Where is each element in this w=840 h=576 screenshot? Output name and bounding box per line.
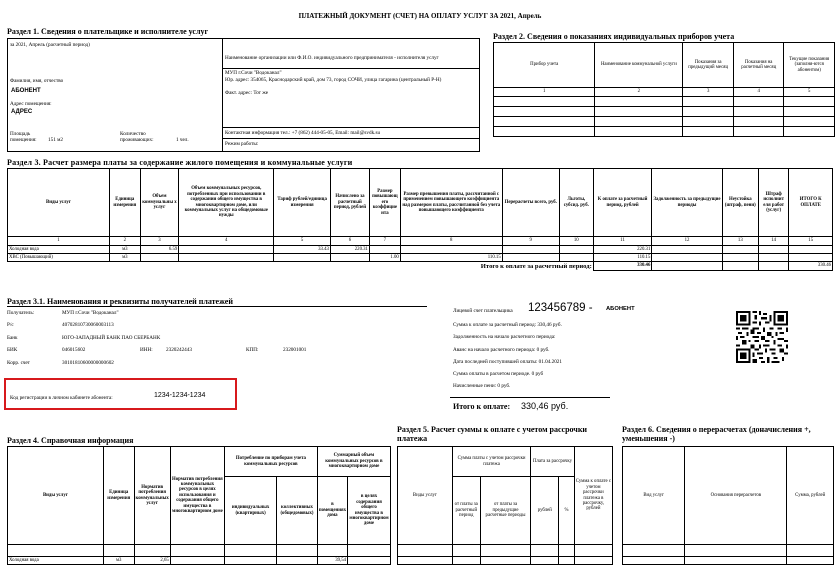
section6-heading: Раздел 6. Сведения о перерасчетах (доначисления +, уменьшения -): [622, 425, 811, 443]
ks-value: 30101810600000000602: [62, 360, 114, 366]
total-pay: 330.46: [593, 262, 652, 271]
s3-num: 9: [502, 237, 559, 246]
s2-num: 5: [784, 88, 835, 97]
info-line: Аванс на начало расчетного периода: 0 руб.: [453, 347, 550, 353]
ref-norm: 2,65: [134, 557, 170, 565]
ref-service-name: Холодная вода: [8, 557, 104, 565]
contact-rule: [222, 127, 479, 128]
s4-col-unit: Единица измерения: [103, 447, 134, 545]
table-row: [8, 246, 833, 254]
s2-num: 3: [683, 88, 734, 97]
kpp-label: КПП:: [246, 347, 259, 353]
service-name: Холодная вода: [8, 246, 110, 254]
org-contact: Контактная информация тел.: +7 (862) 444-05-05, Email: mail@svdk.su: [225, 130, 381, 136]
section31-rule: [7, 306, 427, 307]
section31-heading: Раздел 3.1. Наименования и реквизиты получателей платежей: [7, 297, 233, 306]
s2-col-4: Показания на расчетный месяц: [733, 43, 784, 88]
s3-col-charged: Начислено за расчетный период, рублей: [330, 169, 369, 237]
s2-num: 4: [733, 88, 784, 97]
s5-col-fee: Плата за рассрочку: [531, 447, 574, 477]
s3-num: 11: [593, 237, 652, 246]
service-tariff: [274, 254, 331, 262]
kpp-value: 232001001: [283, 347, 307, 353]
s3-col-debt: Задолженность за предыдущие периоды: [652, 169, 722, 237]
s2-col-1: Прибор учета: [494, 43, 595, 88]
table-row: [8, 254, 833, 262]
ref-service-unit: м3: [103, 557, 134, 565]
charges-table: [7, 168, 833, 271]
s4-col-premises: в помещениях дома: [317, 477, 347, 545]
s4-col-individual: индивидуальных (квартирных): [224, 477, 276, 545]
s5-col-rub: рублей: [531, 477, 559, 545]
s6-col-reason: Основания перерасчетов: [685, 447, 787, 545]
s3-num: 6: [330, 237, 369, 246]
final-total-label: Итого к оплате:: [453, 402, 511, 411]
schedule-rule: [222, 138, 479, 139]
section1-divider: [222, 39, 223, 151]
info-line: Задолженность на начало расчетного периода:: [453, 334, 556, 340]
service-excess: [400, 246, 502, 254]
section1-heading: Раздел 1. Сведения о плательщике и исполнителе услуг: [7, 27, 209, 36]
s3-col-volume: Объем коммунальны х услуг: [140, 169, 179, 237]
reg-label: Код регистрации в личном кабинете абонента:: [10, 395, 113, 401]
service-unit: м3: [109, 246, 140, 254]
ref-total: 39,54: [317, 557, 347, 565]
service-coef: 1.00: [369, 254, 400, 262]
service-unit: м3: [109, 254, 140, 262]
s3-num: 12: [652, 237, 722, 246]
s3-num: 1: [8, 237, 110, 246]
s2-num: 2: [595, 88, 683, 97]
fio-label: Фамилия, имя, отчество: [10, 78, 64, 84]
reference-table: [7, 446, 391, 565]
org-fact-address: Факт. адрес: Тот же: [225, 90, 269, 96]
s3-num: 7: [369, 237, 400, 246]
s3-col-services: Виды услуг: [8, 169, 110, 237]
s3-col-fine: Штраф исполнит еля работ (услуг): [758, 169, 788, 237]
residents-value: 1 чел.: [176, 137, 189, 143]
s2-col-2: Наименование коммунальной услуги: [595, 43, 683, 88]
s3-col-coef: Размер повышающ его коэффицие нта: [369, 169, 400, 237]
s2-col-5: Текущие показания (заполня-ются абонентом): [784, 43, 835, 88]
service-pay: 110.15: [593, 254, 652, 262]
s3-num: 15: [789, 237, 833, 246]
section2-heading: Раздел 2. Сведения о показаниях индивидуальных приборов учета: [493, 32, 735, 41]
residents-label: Количество проживающих:: [120, 131, 154, 143]
qr-code: [736, 311, 788, 363]
inn-label: ИНН:: [140, 347, 153, 353]
page-title: ПЛАТЕЖНЫЙ ДОКУМЕНТ (СЧЕТ) НА ОПЛАТУ УСЛУГ ЗА 2021, Апрель: [298, 12, 542, 20]
section5-heading: Раздел 5. Расчет суммы к оплате с учетом рассрочки платежа: [397, 425, 588, 443]
total-rule: [450, 397, 610, 398]
s2-num: 1: [494, 88, 595, 97]
recipient-label: Получатель:: [7, 310, 35, 316]
s5-col-services: Виды услуг: [398, 447, 453, 545]
s5-col-pct: %: [559, 477, 575, 545]
s3-num: 14: [758, 237, 788, 246]
account-name: АБОНЕНТ: [606, 306, 635, 312]
s3-col-excess: Размер превышения платы, рассчитанной с применением повышающего коэффициента над размером платы, рассчитанной без учета повышающего коэффициента: [400, 169, 502, 237]
s3-col-benefits: Льготы, субсид. руб.: [559, 169, 593, 237]
installment-table: [397, 446, 613, 565]
section4-heading: Раздел 4. Справочная информация: [7, 436, 134, 445]
s3-num: 2: [109, 237, 140, 246]
rs-value: 40702810730060003113: [62, 322, 114, 328]
recalc-table: [622, 446, 834, 565]
inn-value: 2320242443: [166, 347, 192, 353]
addr-label: Адрес помещения:: [10, 101, 52, 107]
s4-col-common: в целях содержания общего имущества в многоквартирном доме: [348, 477, 391, 545]
ks-label: Корр. счет: [7, 360, 30, 366]
s4-col-total-volume: Суммарный объем коммунальных ресурсов в многоквартирном доме: [317, 447, 390, 477]
info-line: Сумма оплаты в расчетом периоде. 0 руб: [453, 371, 544, 377]
account-label: Лицевой счет плательщика: [453, 308, 513, 314]
s5-col-current: от платы за расчетный период: [452, 477, 480, 545]
account-number: 123456789 -: [528, 302, 593, 314]
org-rule: [222, 68, 479, 69]
area-label: Площадь помещения:: [10, 131, 37, 143]
rs-label: Р/с: [7, 322, 14, 328]
service-tariff: 33.43: [274, 246, 331, 254]
s3-num: 13: [722, 237, 758, 246]
payer-name: АБОНЕНТ: [11, 88, 41, 94]
s6-col-service: Вид услуг: [623, 447, 685, 545]
s3-col-odn: Объем коммунальных ресурсов, потребленных при использовании в содержании общего имущества в многоквартирном доме, или коммунальных услуг на общедомовые нужды: [179, 169, 274, 237]
s3-num: 10: [559, 237, 593, 246]
s3-num: 4: [179, 237, 274, 246]
final-total-value: 330,46 руб.: [521, 401, 569, 411]
s3-col-tariff: Тариф рублей/единица измерения: [274, 169, 331, 237]
org-label: Наименование организации или Ф.И.О. индивидуального предпринимателя - исполнителя услуг: [225, 55, 439, 61]
info-line: Дата последней поступившей оплаты: 01.04.2021: [453, 359, 562, 365]
s3-col-recalc: Перерасчеты всего, руб.: [502, 169, 559, 237]
area-value: 151 м2: [48, 137, 63, 143]
payer-address: АДРЕС: [11, 109, 33, 115]
s3-num: 8: [400, 237, 502, 246]
service-excess: 110.15: [400, 254, 502, 262]
total-row: [8, 262, 833, 271]
bank-value: ЮГО-ЗАПАДНЫЙ БАНК ПАО СБЕРБАНК: [62, 335, 161, 341]
total-all: 330.46: [789, 262, 833, 271]
s5-col-previous: от платы за предыдущие расчетные периоды: [480, 477, 531, 545]
s4-col-norm-odn: Норматив потребления коммунальных ресурсов в целях использования и содержания общего имущества в многоквартирном доме: [170, 447, 224, 545]
section3-heading: Раздел 3. Расчет размера платы за содержание жилого помещения и коммунальные услуги: [7, 158, 353, 167]
org-jur-address: Юр. адрес: 354065, Краснодарский край, дом 73, город СОЧИ, улица гагарина (центральный Р-Н): [225, 77, 442, 83]
s3-col-topay: К оплате за расчетный период, рублей: [593, 169, 652, 237]
table-row: [8, 557, 391, 565]
info-line: Начисленные пени: 0 руб.: [453, 383, 511, 389]
service-coef: [369, 246, 400, 254]
s4-col-collective: коллективных (общедомовых): [277, 477, 318, 545]
s4-col-services: Виды услуг: [8, 447, 104, 545]
meter-table: [493, 42, 835, 137]
s4-col-meters: Потребление по приборам учета коммунальных ресурсов: [224, 447, 317, 477]
s6-col-sum: Сумма, рублей: [787, 447, 834, 545]
recipient: МУП г.Сочи "Водоканал": [62, 310, 119, 316]
service-charged: [330, 254, 369, 262]
s3-num: 3: [140, 237, 179, 246]
reg-code: 1234-1234-1234: [154, 392, 206, 399]
s5-col-topay: Сумма к оплате с учетом рассрочки платежа в рассрочку, рублей: [574, 447, 612, 545]
service-volume: [140, 254, 179, 262]
section1-box: [7, 38, 480, 152]
service-charged: 220.31: [330, 246, 369, 254]
total-label: Итого к оплате за расчетный период:: [330, 262, 593, 271]
service-volume: 6.59: [140, 246, 179, 254]
s4-col-norm: Норматив потребления коммунальных услуг: [134, 447, 170, 545]
bank-label: Банк: [7, 335, 18, 341]
s5-col-sum: Сумма платы с учетом рассрочки платежа: [452, 447, 531, 477]
period: за 2021, Апрель (расчетный период): [10, 42, 90, 48]
s3-col-total: ИТОГО К ОПЛАТЕ: [789, 169, 833, 237]
s3-num: 5: [274, 237, 331, 246]
service-pay: 220.31: [593, 246, 652, 254]
bik-value: 046015602: [62, 347, 86, 353]
s2-col-3: Показания за предыдущий месяц: [683, 43, 734, 88]
s3-col-penalty: Неустойка (штраф, пени): [722, 169, 758, 237]
org-name: МУП г.Сочи "Водоканал": [225, 70, 282, 76]
info-line: Сумма к оплате за расчетный период: 330,46 руб.: [453, 322, 562, 328]
bik-label: БИК: [7, 347, 18, 353]
org-schedule: Режим работы:: [225, 141, 259, 147]
service-name: ХВС (Повышающий): [8, 254, 110, 262]
s3-col-unit: Единица измерения: [109, 169, 140, 237]
